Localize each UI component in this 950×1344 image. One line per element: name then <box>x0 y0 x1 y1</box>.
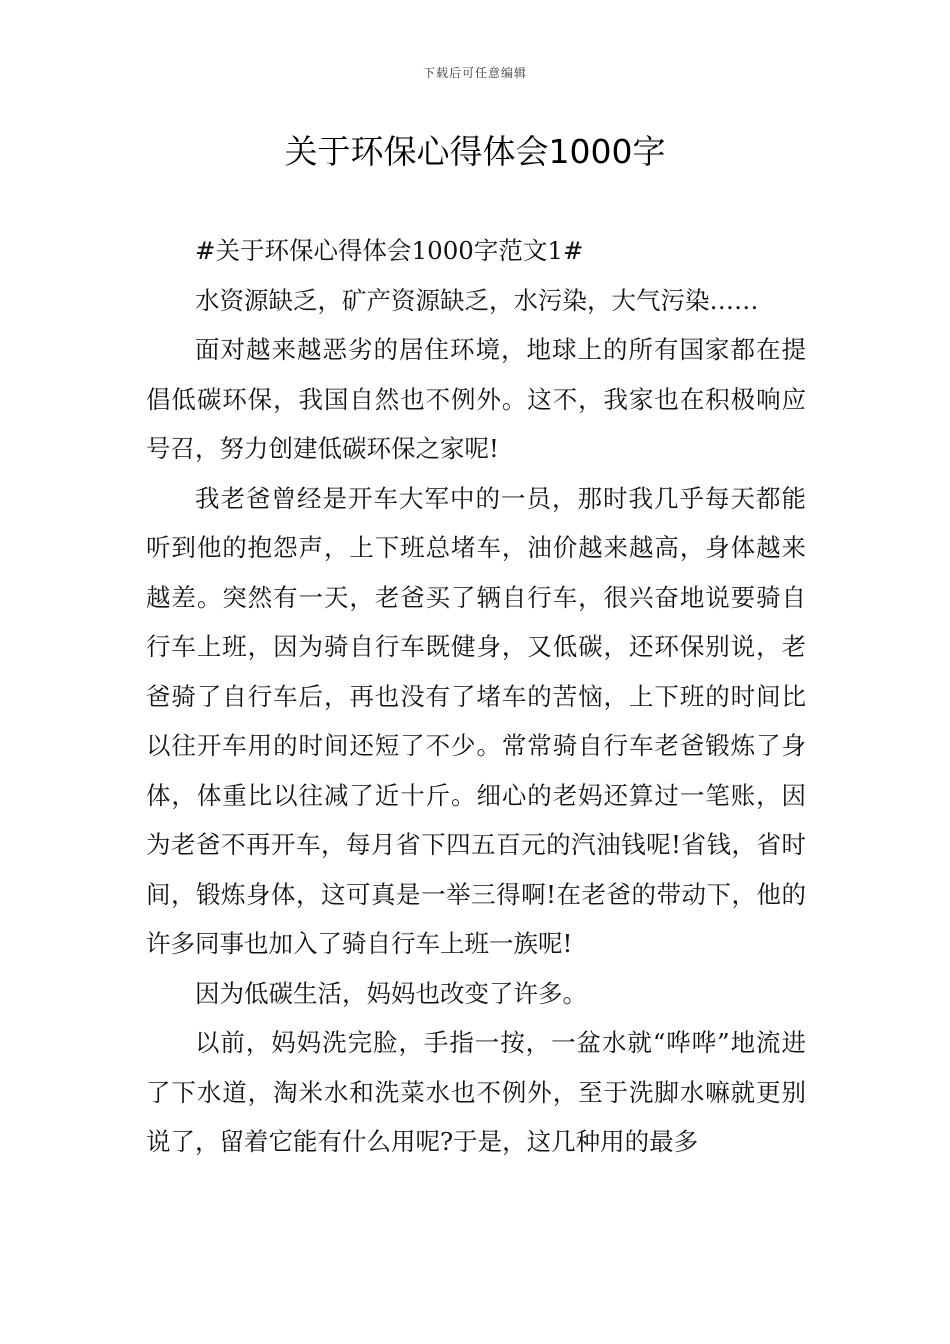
header-note: 下载后可任意编辑 <box>422 66 527 80</box>
paragraph: 水资源缺乏，矿产资源缺乏，水污染，大气污染…… <box>195 285 759 315</box>
paragraph: 面对越来越恶劣的居住环境，地球上的所有国家都在提倡低碳环保，我国自然也不例外。这不，我家也在积极响应号召，努力创建低碳环保之家呢! <box>146 335 806 463</box>
paragraph: 我老爸曾经是开车大军中的一员，那时我几乎每天都能听到他的抱怨声，上下班总堵车，油价越来越高，身体越来越差。突然有一天，老爸买了辆自行车，很兴奋地说要骑自行车上班，因为骑自行车既健身，又低碳，还环保别说，老爸骑了自行车后，再也没有了堵车的苦恼，上下班的时间比以往开车用的时间还短了不少。常常骑自行车老爸锻炼了身体，体重比以往减了近十斤。细心的老妈还算过一笔账，因为老爸不再开车，每月省下四五百元的汽油钱呢!省钱，省时间，锻炼身体，这可真是一举三得啊!在老爸的带动下，他的许多同事也加入了骑自行车上班一族呢! <box>146 483 806 958</box>
body-text <box>146 226 806 1167</box>
page-title: 关于环保心得体会1000字 <box>284 132 666 171</box>
paragraph: 因为低碳生活，妈妈也改变了许多。 <box>195 978 587 1008</box>
paragraph-heading: #关于环保心得体会1000字范文1# <box>195 236 584 265</box>
paragraph: 以前，妈妈洗完脸，手指一按，一盆水就“哗哗”地流进了下水道，淘米水和洗菜水也不例外，至于洗脚水嘛就更别说了，留着它能有什么用呢?于是，这几种用的最多 <box>146 1028 806 1156</box>
